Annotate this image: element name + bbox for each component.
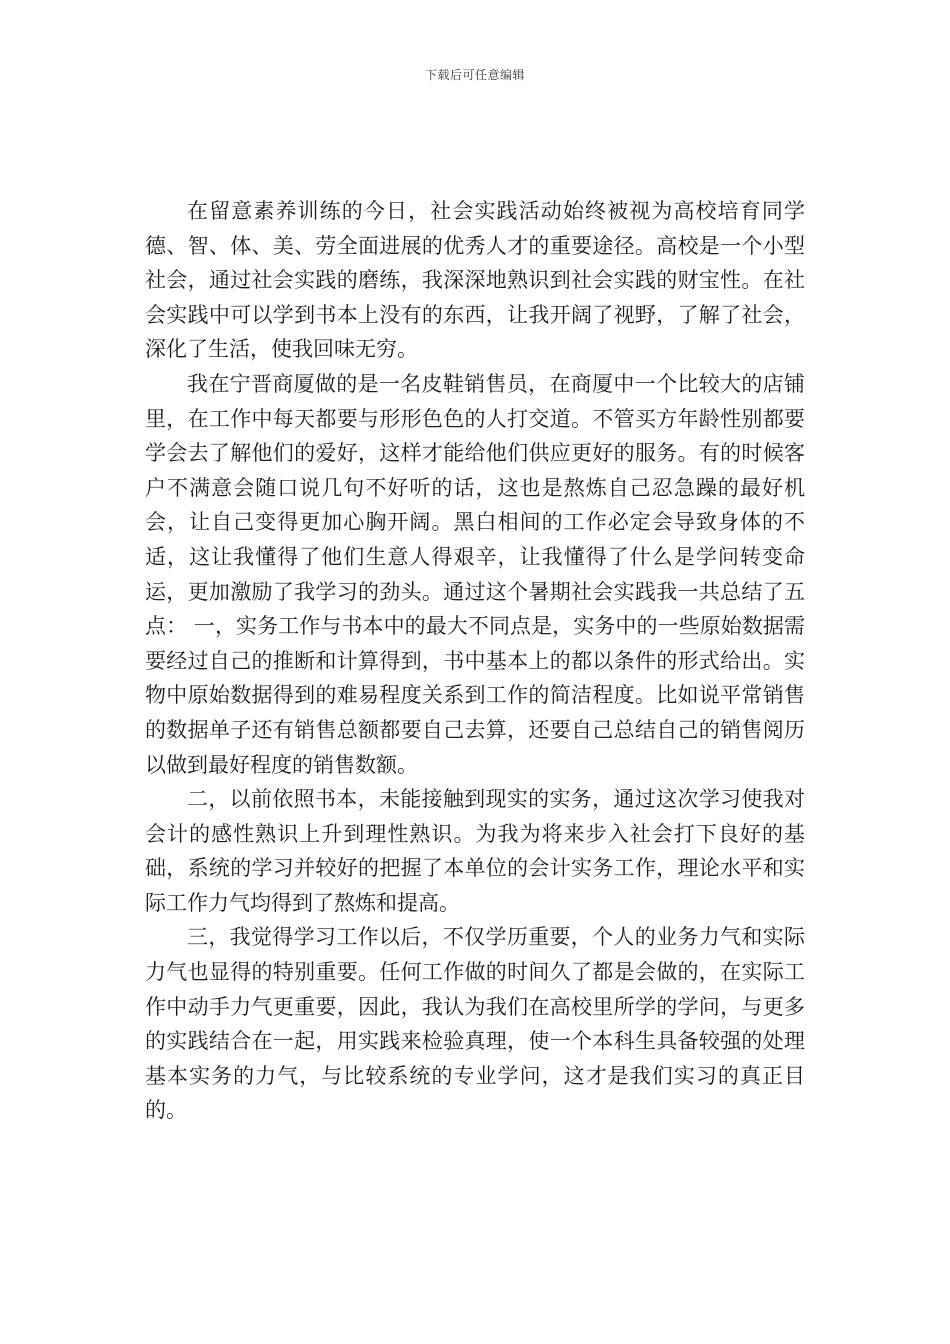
paragraph-4: 三，我觉得学习工作以后，不仅学历重要，个人的业务力气和实际力气也显得的特别重要。任何工作做的时间久了都是会做的，在实际工作中动手力气更重要，因此，我认为我们在高校里所学的学问，与更多的实践结合在一起，用实践来检验真理，使一个本科生具备较强的处理基本实务的力气，与比较系统的专业学问，这才是我们实习的真正目的。	[145, 925, 805, 1123]
paragraph-1: 在留意素养训练的今日，社会实践活动始终被视为高校培育同学德、智、体、美、劳全面进展的优秀人才的重要途径。高校是一个小型社会，通过社会实践的磨练，我深深地熟识到社会实践的财宝性。在社会实践中可以学到书本上没有的东西，让我开阔了视野，了解了社会，深化了生活，使我回味无穷。	[145, 199, 805, 362]
paragraph-3: 二，以前依照书本，未能接触到现实的实务，通过这次学习使我对会计的感性熟识上升到理性熟识。为我为将来步入社会打下良好的基础，系统的学习并较好的把握了本单位的会计实务工作，理论水平和实际工作力气均得到了熬炼和提高。	[145, 787, 805, 915]
page-header: 下载后可任意编辑	[424, 68, 525, 82]
paragraph-2: 我在宁晋商厦做的是一名皮鞋销售员，在商厦中一个比较大的店铺里，在工作中每天都要与形形色色的人打交道。不管买方年龄性别都要学会去了解他们的爱好，这样才能给他们供应更好的服务。有的时候客户不满意会随口说几句不好听的话，这也是熬炼自己忍急躁的最好机会，让自己变得更加心胸开阔。黑白相间的工作必定会导致身体的不适，这让我懂得了他们生意人得艰辛，让我懂得了什么是学问转变命运，更加激励了我学习的劲头。通过这个暑期社会实践我一共总结了五点： 一，实务工作与书本中的最大不同点是，实务中的一些原始数据需要经过自己的推断和计算得到，书中基本上的都以条件的形式给出。实物中原始数据得到的难易程度关系到工作的简洁程度。比如说平常销售的数据单子还有销售总额都要自己去算，还要自己总结自己的销售阅历以做到最好程度的销售数额。	[145, 371, 805, 777]
document-body	[145, 194, 805, 1128]
